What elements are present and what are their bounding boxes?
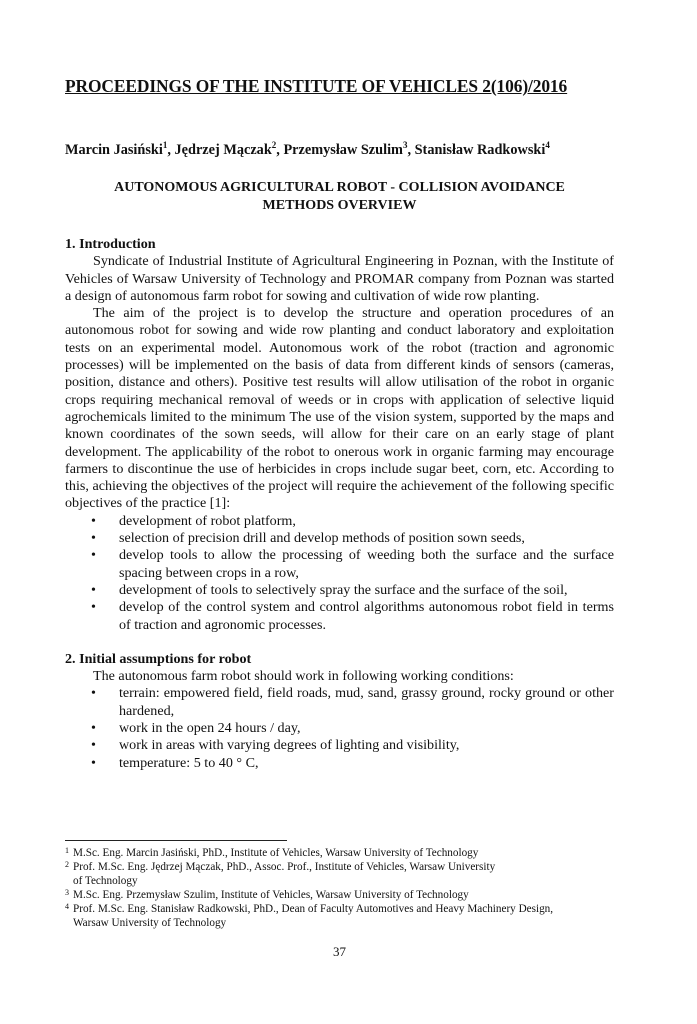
footnote: 2 Prof. M.Sc. Eng. Jędrzej Mączak, PhD., Assoc. Prof., Institute of Vehicles, Warsaw University of Technology bbox=[65, 859, 496, 887]
section-heading: 1. Introduction bbox=[65, 236, 156, 252]
author-name: Przemysław Szulim bbox=[283, 141, 403, 158]
article-body bbox=[65, 236, 614, 772]
bullet-icon: • bbox=[91, 737, 96, 754]
bullet-icon: • bbox=[91, 512, 96, 529]
title-line: METHODS OVERVIEW bbox=[262, 198, 417, 213]
footnote: 4 Prof. M.Sc. Eng. Stanisław Radkowski, PhD., Dean of Faculty Automotives and Heavy Machinery Design, Warsaw University of Technology bbox=[65, 901, 554, 929]
author-mark: 1 bbox=[162, 140, 168, 150]
author-mark: 4 bbox=[545, 140, 550, 150]
paper-title bbox=[65, 179, 614, 215]
bullet-icon: • bbox=[91, 581, 96, 598]
bullet-icon: • bbox=[91, 685, 96, 702]
list-item: • work in areas with varying degrees of lighting and visibility, bbox=[91, 737, 460, 754]
footnote-divider bbox=[65, 840, 287, 841]
author-name: Stanisław Radkowski bbox=[414, 141, 546, 158]
journal-header: PROCEEDINGS OF THE INSTITUTE OF VEHICLES 2(106)/2016 bbox=[65, 76, 568, 96]
list-item: • temperature: 5 to 40 ° C, bbox=[91, 754, 259, 771]
paragraph: Syndicate of Industrial Institute of Agricultural Engineering in Poznan, with the Institute of Vehicles of Warsaw University of Technology and PROMAR company from Poznan was started a design of autonomous farm robot for sowing and cultivation of wide row planting. bbox=[65, 253, 614, 304]
author-list: Marcin Jasiński$^1$, Jędrzej Mączak$^2$, Przemysław Szulim$^3$, Stanisław Radkowski$^4$ bbox=[65, 140, 550, 158]
footnotes bbox=[65, 847, 614, 930]
list-item: • develop tools to allow the processing of weeding both the surface and the surface spacing between crops in a row, bbox=[91, 547, 614, 581]
bullet-icon: • bbox=[91, 547, 96, 564]
page-number: 37 bbox=[333, 944, 346, 959]
paragraph: The autonomous farm robot should work in following working conditions: bbox=[93, 668, 514, 685]
bullet-icon: • bbox=[91, 530, 96, 547]
author-name: Marcin Jasiński bbox=[65, 141, 163, 158]
list-item: • work in the open 24 hours / day, bbox=[91, 720, 301, 737]
bullet-icon: • bbox=[91, 599, 96, 616]
list-item: • develop of the control system and control algorithms autonomous robot field in terms of traction and agronomic processes. bbox=[91, 599, 614, 633]
paragraph: The aim of the project is to develop the structure and operation procedures of an autonomous robot for sowing and wide row planting and conduct laboratory and exploitation tests on an experimental model. Autonomous work of the robot (traction and agronomic processes) will be implemented on the basis of data from different kinds of sensors (cameras, position, distance and others). Positive test results will allow utilisation of the robot in organic crops requiring mechanical removal of weeds or in crops with application of selective liquid agrochemicals limited to the minimum The use of the vision system, supported by the maps and known coordinates of the sown seeds, will allow for their care on an early stage of plant development. The applicability of the robot to onerous work in organic farming may encourage farmers to discontinue the use of herbicides in crops include sugar beet, corn, etc. According to this, achieving the objectives of the project will require the achievement of the following specific objectives of the practice [1]: bbox=[65, 305, 614, 512]
title-line: AUTONOMOUS AGRICULTURAL ROBOT - COLLISION AVOIDANCE bbox=[114, 180, 565, 195]
footnote: 3 M.Sc. Eng. Przemysław Szulim, Institute of Vehicles, Warsaw University of Technology bbox=[65, 887, 469, 901]
author-mark: 2 bbox=[271, 140, 277, 150]
list-item: • terrain: empowered field, field roads, mud, sand, grassy ground, rocky ground or other hardened, bbox=[91, 685, 614, 719]
objectives-list bbox=[65, 513, 614, 634]
section-heading: 2. Initial assumptions for robot bbox=[65, 650, 252, 667]
author-mark: 3 bbox=[402, 140, 408, 150]
footnote: 1 M.Sc. Eng. Marcin Jasiński, PhD., Institute of Vehicles, Warsaw University of Technology bbox=[65, 846, 479, 859]
list-item: • development of robot platform, bbox=[91, 512, 296, 529]
author-name: Jędrzej Mączak bbox=[174, 141, 272, 158]
bullet-icon: • bbox=[91, 754, 96, 771]
bullet-icon: • bbox=[91, 720, 96, 737]
conditions-list bbox=[65, 685, 614, 771]
list-item: • development of tools to selectively spray the surface and the surface of the soil, bbox=[91, 581, 568, 598]
list-item: • selection of precision drill and develop methods of position sown seeds, bbox=[91, 530, 525, 547]
